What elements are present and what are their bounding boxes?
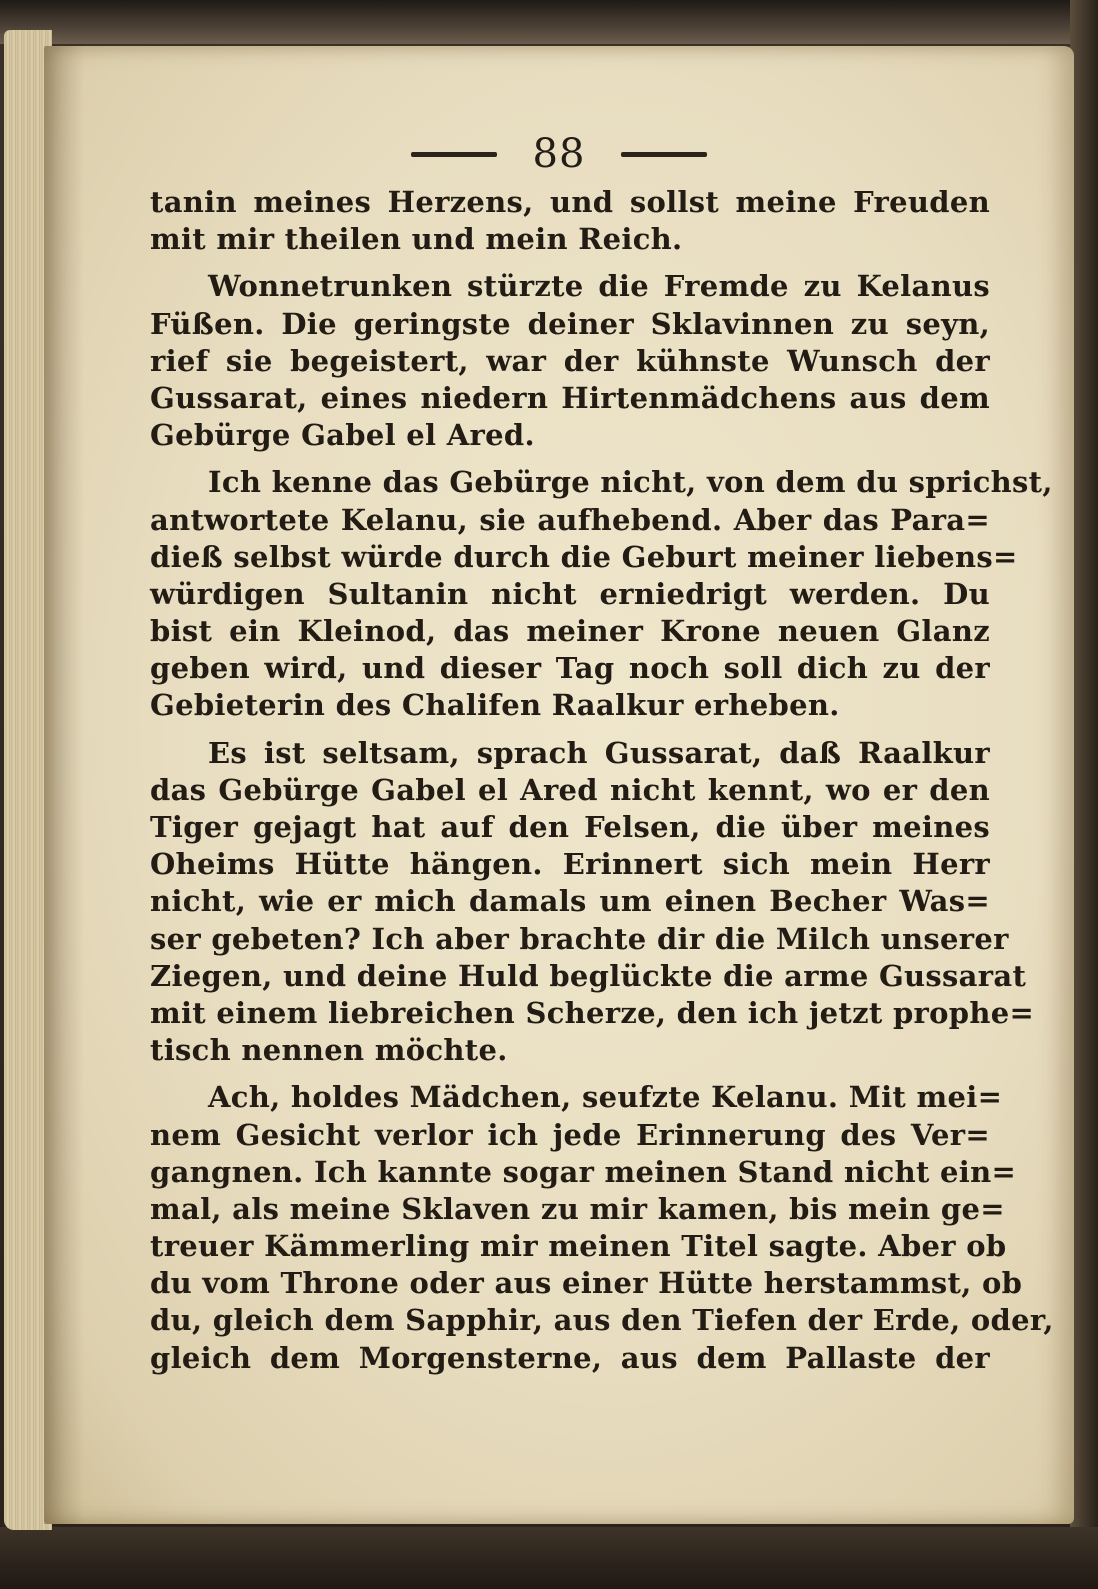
text-line: Tiger gejagt hat auf den Felsen, die über meines	[150, 810, 990, 844]
text-line: Gebieterin des Chalifen Raalkur erheben.	[150, 688, 840, 723]
text-line: das Gebürge Gabel el Ared nicht kennt, wo er den	[150, 772, 990, 807]
text-line: Ich kenne das Gebürge nicht, von dem du sprichst,	[208, 465, 1053, 500]
book-page	[44, 46, 1074, 1524]
text-line: würdigen Sultanin nicht erniedrigt werden. Du	[150, 576, 990, 611]
book-cover-bottom	[0, 1527, 1098, 1589]
text-line: Gebürge Gabel el Ared.	[150, 418, 535, 453]
text-line: du, gleich dem Sapphir, aus den Tiefen der Erde, oder,	[150, 1303, 1054, 1338]
text-line: Füßen. Die geringste deiner Sklavinnen zu seyn,	[150, 306, 990, 341]
text-line: bist ein Kleinod, das meiner Krone neuen Glanz	[150, 614, 990, 649]
book-cover-right	[1070, 0, 1098, 1589]
text-line: ser gebeten? Ich aber brachte dir die Milch unserer	[150, 921, 1009, 956]
text-line: tisch nennen möchte.	[150, 1033, 508, 1068]
text-line: mit einem liebreichen Scherze, den ich jetzt prophe=	[150, 995, 1035, 1030]
text-line: antwortete Kelanu, sie aufhebend. Aber das Para=	[150, 502, 990, 537]
text-line: mit mir theilen und mein Reich.	[150, 222, 683, 257]
page-number: 88	[532, 131, 586, 177]
text-line: nem Gesicht verlor ich jede Erinnerung des Ver=	[150, 1117, 990, 1152]
body-text	[150, 184, 1054, 1377]
text-line: tanin meines Herzens, und sollst meine Freuden	[150, 185, 990, 219]
page-header	[44, 124, 1074, 184]
binding-shadow	[44, 46, 84, 1524]
book-cover-top	[0, 0, 1098, 44]
header-rule-right	[621, 152, 707, 157]
text-line: rief sie begeistert, war der kühnste Wunsch der	[150, 343, 990, 378]
text-line: Es ist seltsam, sprach Gussarat, daß Raalkur	[208, 735, 990, 770]
text-line: dieß selbst würde durch die Geburt meiner liebens=	[150, 539, 1018, 574]
text-line: gangnen. Ich kannte sogar meinen Stand nicht ein=	[150, 1154, 1017, 1189]
text-line: treuer Kämmerling mir meinen Titel sagte. Aber ob	[150, 1229, 1007, 1264]
text-line: Gussarat, eines niedern Hirtenmädchens aus dem	[150, 380, 990, 415]
text-line: mal, als meine Sklaven zu mir kamen, bis mein ge=	[150, 1191, 1005, 1226]
text-line: gleich dem Morgensterne, aus dem Pallaste der	[150, 1340, 990, 1375]
text-line: geben wird, und dieser Tag noch soll dich zu der	[150, 651, 990, 686]
text-line: Ach, holdes Mädchen, seufzte Kelanu. Mit mei=	[208, 1080, 1003, 1115]
text-line: Wonnetrunken stürzte die Fremde zu Kelanus	[208, 269, 990, 304]
text-line: nicht, wie er mich damals um einen Becher Was=	[150, 884, 990, 919]
text-line: du vom Throne oder aus einer Hütte herstammst, ob	[150, 1266, 1023, 1301]
header-rule-left	[411, 152, 497, 157]
text-line: Ziegen, und deine Huld beglückte die arme Gussarat	[150, 958, 1027, 993]
text-line: Oheims Hütte hängen. Erinnert sich mein Herr	[150, 847, 990, 882]
